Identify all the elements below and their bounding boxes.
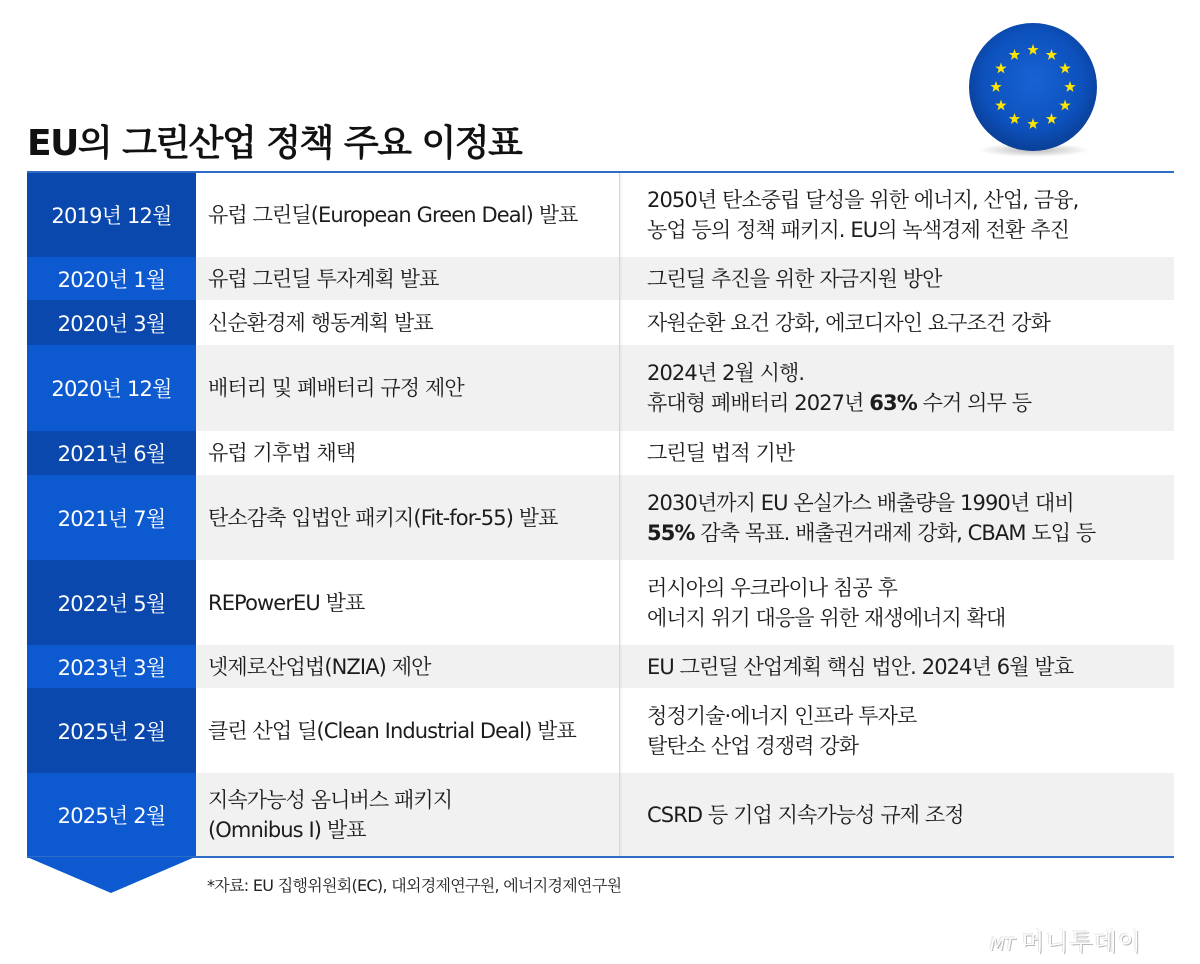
- event-cell: REPowerEU 발표: [196, 560, 623, 645]
- event-cell: 유럽 그린딜 투자계획 발표: [196, 257, 623, 300]
- date-cell: 2019년 12월: [27, 173, 196, 257]
- date-cell: 2020년 3월: [27, 300, 196, 345]
- description-cell: 자원순환 요건 강화, 에코디자인 요구조건 강화: [623, 300, 1174, 345]
- timeline-table: [27, 171, 1174, 858]
- date-cell: 2022년 5월: [27, 560, 196, 645]
- table-row: [27, 645, 1174, 688]
- table-row: [27, 173, 1174, 257]
- description-line: 러시아의 우크라이나 침공 후: [647, 575, 897, 600]
- description-cell: CSRD 등 기업 지속가능성 규제 조정: [623, 773, 1174, 856]
- event-cell: 신순환경제 행동계획 발표: [196, 300, 623, 345]
- description-line: 에너지 위기 대응을 위한 재생에너지 확대: [647, 605, 1006, 630]
- description-line: 청정기술·에너지 인프라 투자로: [647, 703, 917, 728]
- page-title: EU의 그린산업 정책 주요 이정표: [27, 123, 522, 164]
- date-cell: 2020년 1월: [27, 257, 196, 300]
- brand-name: 머니투데이: [1021, 928, 1142, 956]
- description-cell: [623, 688, 1174, 773]
- description-cell: 그린딜 법적 기반: [623, 431, 1174, 475]
- table-row: [27, 300, 1174, 345]
- event-cell: 유럽 그린딜(European Green Deal) 발표: [196, 173, 623, 257]
- event-cell: 탄소감축 입법안 패키지(Fit-for-55) 발표: [196, 475, 623, 560]
- description-line: 농업 등의 정책 패키지. EU의 녹색경제 전환 추진: [647, 218, 1069, 242]
- description-cell: [623, 560, 1174, 645]
- date-cell: 2020년 12월: [27, 345, 196, 431]
- date-cell: 2021년 6월: [27, 431, 196, 475]
- date-cell: 2023년 3월: [27, 645, 196, 688]
- table-row: [27, 688, 1174, 773]
- date-cell: 2025년 2월: [27, 688, 196, 773]
- publisher-watermark: [990, 922, 1142, 957]
- source-note: *자료: EU 집행위원회(EC), 대외경제연구원, 에너지경제연구원: [207, 876, 622, 895]
- event-cell: 유럽 기후법 채택: [196, 431, 623, 475]
- description-cell: 그린딜 추진을 위한 자금지원 방안: [623, 257, 1174, 300]
- event-cell: 클린 산업 딜(Clean Industrial Deal) 발표: [196, 688, 623, 773]
- description-line: 2024년 2월 시행.: [647, 361, 805, 385]
- event-cell: 넷제로산업법(NZIA) 제안: [196, 645, 623, 688]
- event-line: 지속가능성 옴니버스 패키지: [208, 787, 453, 812]
- description-line: [647, 518, 1095, 548]
- event-cell: 배터리 및 폐배터리 규정 제안: [196, 345, 623, 431]
- table-row: [27, 475, 1174, 560]
- table-row: [27, 773, 1174, 856]
- description-line: [647, 388, 1031, 418]
- highlight-value: 55%: [647, 520, 695, 545]
- date-cell: 2021년 7월: [27, 475, 196, 560]
- description-cell: EU 그린딜 산업계획 핵심 법안. 2024년 6월 발효: [623, 645, 1174, 688]
- table-row: [27, 431, 1174, 475]
- description-line: 2030년까지 EU 온실가스 배출량을 1990년 대비: [647, 490, 1074, 515]
- table-row: [27, 257, 1174, 300]
- mt-logo: MT: [990, 935, 1016, 955]
- description-line: 탈탄소 산업 경쟁력 강화: [647, 733, 859, 758]
- eu-flag-badge-icon: [968, 22, 1098, 152]
- table-row: [27, 345, 1174, 431]
- description-text: 휴대형 폐배터리 2027년: [647, 391, 870, 415]
- description-line: 2050년 탄소중립 달성을 위한 에너지, 산업, 금융,: [647, 188, 1079, 212]
- table-row: [27, 560, 1174, 645]
- description-text: 수거 의무 등: [916, 391, 1032, 415]
- event-cell: [196, 773, 623, 856]
- event-line: (Omnibus I) 발표: [208, 817, 366, 842]
- description-cell: [623, 173, 1174, 257]
- description-cell: [623, 475, 1174, 560]
- highlight-value: 63%: [869, 391, 917, 415]
- timeline-arrow-icon: [27, 857, 195, 893]
- description-text: 감축 목표. 배출권거래제 강화, CBAM 도입 등: [694, 520, 1096, 545]
- date-cell: 2025년 2월: [27, 773, 196, 856]
- description-cell: [623, 345, 1174, 431]
